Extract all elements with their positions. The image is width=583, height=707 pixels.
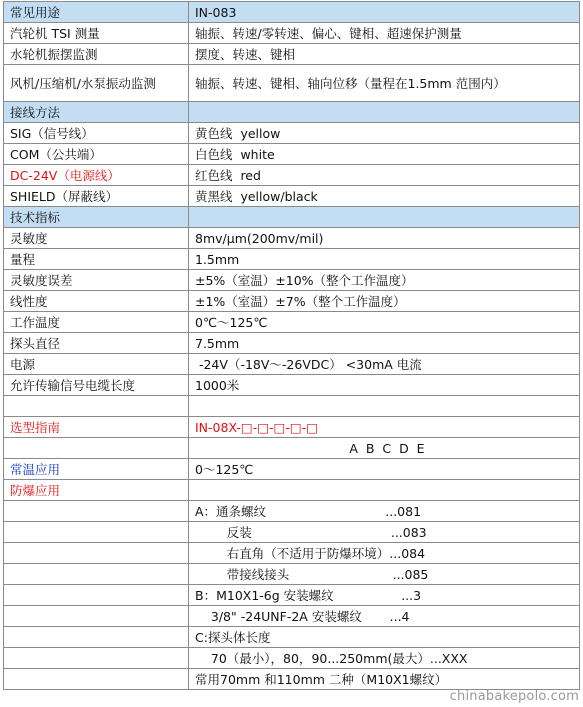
table-row <box>4 501 580 522</box>
row-label: 允许传输信号电缆长度 <box>4 375 189 396</box>
table-row <box>4 165 580 186</box>
row-value: 0～125℃ <box>189 459 580 480</box>
table-row <box>4 65 580 102</box>
row-value: IN-08X-□-□-□-□-□ <box>189 417 580 438</box>
row-label <box>4 627 189 648</box>
table-row <box>4 564 580 585</box>
table-row <box>4 291 580 312</box>
row-label <box>4 543 189 564</box>
row-label: 线性度 <box>4 291 189 312</box>
row-value <box>189 207 580 228</box>
row-label: 量程 <box>4 249 189 270</box>
row-label: 选型指南 <box>4 417 189 438</box>
row-label: 常温应用 <box>4 459 189 480</box>
row-label: DC-24V（电源线） <box>4 165 189 186</box>
row-value: 轴振、转速/零转速、偏心、键相、超速保护测量 <box>189 23 580 44</box>
table-row <box>4 669 580 690</box>
row-label: 常见用途 <box>4 2 189 23</box>
table-row <box>4 249 580 270</box>
row-label: 工作温度 <box>4 312 189 333</box>
table-row <box>4 606 580 627</box>
table-row <box>4 123 580 144</box>
row-value: 3/8" -24UNF-2A 安装螺纹 ...4 <box>189 606 580 627</box>
row-label: 防爆应用 <box>4 480 189 501</box>
row-label <box>4 564 189 585</box>
table-row <box>4 312 580 333</box>
row-value <box>189 480 580 501</box>
row-label: 风机/压缩机/水泵振动监测 <box>4 65 189 102</box>
row-value: 摆度、转速、键相 <box>189 44 580 65</box>
table-row <box>4 44 580 65</box>
row-value: 反装 ...083 <box>189 522 580 543</box>
row-value: 轴振、转速、键相、轴向位移（量程在1.5mm 范围内） <box>189 65 580 102</box>
row-value: A B C D E <box>189 438 580 459</box>
row-value: IN-083 <box>189 2 580 23</box>
row-label: COM（公共端） <box>4 144 189 165</box>
row-label <box>4 522 189 543</box>
row-label <box>4 669 189 690</box>
row-label <box>4 606 189 627</box>
row-label: 灵敏度 <box>4 228 189 249</box>
table-row <box>4 459 580 480</box>
table-row <box>4 627 580 648</box>
table-row <box>4 228 580 249</box>
table-row <box>4 144 580 165</box>
table-row <box>4 585 580 606</box>
row-label: 技术指标 <box>4 207 189 228</box>
row-value: 70（最小），80，90...250mm(最大）...XXX <box>189 648 580 669</box>
row-value: 0℃～125℃ <box>189 312 580 333</box>
section-header-row <box>4 2 580 23</box>
row-value <box>189 102 580 123</box>
row-label <box>4 396 189 417</box>
table-row <box>4 186 580 207</box>
row-value: -24V（-18V～-26VDC） <30mA 电流 <box>189 354 580 375</box>
row-label: 接线方法 <box>4 102 189 123</box>
row-value: 带接线接头 ...085 <box>189 564 580 585</box>
row-value: A：通条螺纹 ...081 <box>189 501 580 522</box>
row-value: 常用70mm 和110mm 二种（M10X1螺纹） <box>189 669 580 690</box>
row-label <box>4 501 189 522</box>
table-row <box>4 438 580 459</box>
table-row <box>4 354 580 375</box>
row-label <box>4 585 189 606</box>
row-value: 白色线 white <box>189 144 580 165</box>
table-row <box>4 396 580 417</box>
row-label: 水轮机振摆监测 <box>4 44 189 65</box>
row-value: ±5%（室温）±10%（整个工作温度） <box>189 270 580 291</box>
watermark: chinabakepolo.com <box>449 689 579 704</box>
table-row <box>4 522 580 543</box>
row-value: B：M10X1-6g 安装螺纹 ...3 <box>189 585 580 606</box>
row-label: 探头直径 <box>4 333 189 354</box>
row-label: 灵敏度误差 <box>4 270 189 291</box>
row-label <box>4 648 189 669</box>
table-row <box>4 270 580 291</box>
row-label: 电源 <box>4 354 189 375</box>
table-row <box>4 417 580 438</box>
row-value <box>189 396 580 417</box>
table-row <box>4 333 580 354</box>
row-value: 黄黑线 yellow/black <box>189 186 580 207</box>
section-header-row <box>4 207 580 228</box>
table-row <box>4 23 580 44</box>
table-row <box>4 375 580 396</box>
row-value: 黄色线 yellow <box>189 123 580 144</box>
table-row <box>4 480 580 501</box>
row-label: SIG（信号线） <box>4 123 189 144</box>
row-value: 1.5mm <box>189 249 580 270</box>
row-value: 7.5mm <box>189 333 580 354</box>
section-header-row <box>4 102 580 123</box>
row-value: 8mv/μm(200mv/mil) <box>189 228 580 249</box>
spec-table <box>3 1 580 690</box>
row-label: SHIELD（屏蔽线） <box>4 186 189 207</box>
row-value: ±1%（室温）±7%（整个工作温度） <box>189 291 580 312</box>
table-row <box>4 648 580 669</box>
row-value: 红色线 red <box>189 165 580 186</box>
row-value: 1000米 <box>189 375 580 396</box>
row-value: 右直角（不适用于防爆环境）...084 <box>189 543 580 564</box>
row-label: 汽轮机 TSI 测量 <box>4 23 189 44</box>
table-row <box>4 543 580 564</box>
row-value: C:探头体长度 <box>189 627 580 648</box>
row-label <box>4 438 189 459</box>
